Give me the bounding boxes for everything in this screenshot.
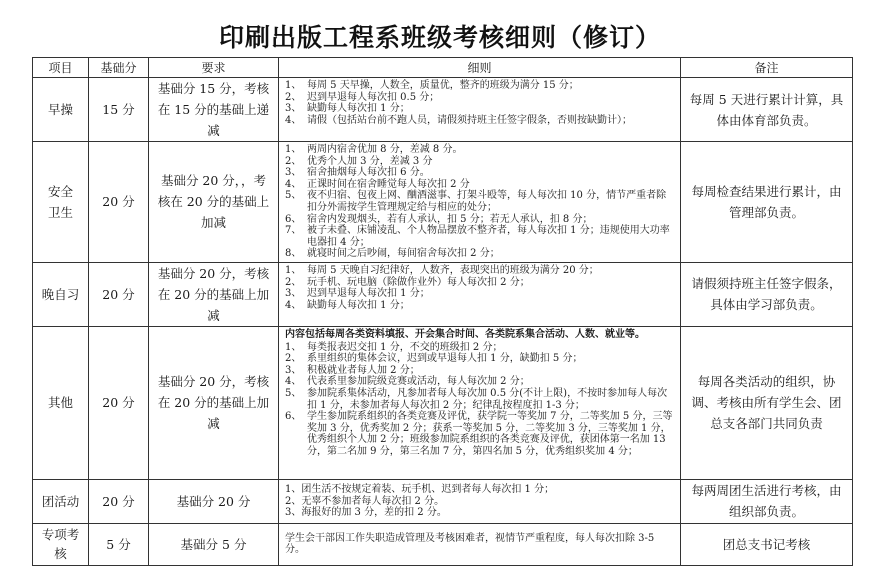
note-cell: 每两周团生活进行考核，由组织部负责。 — [681, 479, 853, 523]
detail-item: 3、 积极就业者每人加 2 分； — [285, 364, 420, 376]
detail-item: 1、 每周 5 天早操，人数全，质量优，整齐的班级为满分 15 分； — [285, 80, 579, 91]
detail-item: 8、 就寝时间之后吵闹，每间宿舍每次扣 2 分； — [285, 248, 500, 260]
details-intro: 内容包括每周各类资料填报、开会集合时间、各类院系集合活动、人数、就业等。 — [285, 328, 645, 340]
detail-item: 4、 正课时间在宿舍睡觉每人每次扣 2 分 — [285, 178, 470, 190]
assessment-table — [32, 57, 853, 566]
requirement-cell: 基础分 5 分 — [149, 523, 279, 565]
table-row — [33, 142, 853, 263]
requirement-cell: 基础分 15 分，考核在 15 分的基础上递减 — [149, 78, 279, 142]
detail-item: 4、 请假（包括站台前不跑人员，请假须持班主任签字假条，否则按缺勤计）； — [285, 114, 632, 126]
detail-item: 2、 无辜不参加者每人每次扣 2 分。 — [285, 495, 445, 507]
requirement-cell: 基础分 20 分，考核在 20 分的基础上加减 — [149, 262, 279, 326]
table-row — [33, 479, 853, 523]
note-cell: 团总支书记考核 — [681, 523, 853, 565]
details-cell: 学生会干部因工作失职造成管理及考核困难者，视情节严重程度，每人每次扣除 3-5 分。 — [279, 523, 681, 565]
table-row — [33, 78, 853, 142]
note-cell: 每周各类活动的组织，协调、考核由所有学生会、团总支各部门共同负责 — [681, 326, 853, 479]
base-score-cell: 15 分 — [89, 78, 149, 142]
detail-item: 2、 玩手机、玩电脑（除做作业外）每人每次扣 2 分； — [285, 276, 530, 288]
details-cell — [279, 326, 681, 479]
item-cell: 早操 — [33, 78, 89, 142]
detail-item: 3、 海报好的加 3 分，差的扣 2 分。 — [285, 507, 447, 519]
base-score-cell: 20 分 — [89, 262, 149, 326]
detail-item: 4、 缺勤每人每次扣 1 分； — [285, 299, 410, 311]
header-notes: 备注 — [681, 58, 853, 78]
detail-item: 2、 系里组织的集体会议，迟到或早退每人扣 1 分，缺勤扣 5 分； — [285, 353, 583, 365]
table-row — [33, 523, 853, 565]
header-item: 项目 — [33, 58, 89, 78]
item-cell: 团活动 — [33, 479, 89, 523]
note-cell: 每周 5 天进行累计计算，具体由体育部负责。 — [681, 78, 853, 142]
detail-item: 1、 每类报表迟交扣 1 分，不交的班级扣 2 分； — [285, 341, 503, 353]
requirement-cell: 基础分 20 分 — [149, 479, 279, 523]
base-score-cell: 5 分 — [89, 523, 149, 565]
details-cell — [279, 78, 681, 142]
detail-item: 1、 团生活不按规定着装、玩手机、迟到者每人每次扣 1 分； — [285, 484, 555, 496]
header-base-score: 基础分 — [89, 58, 149, 78]
detail-item: 2、 优秀个人加 3 分，差减 3 分 — [285, 155, 433, 167]
detail-item: 2、 迟到早退每人每次扣 0.5 分； — [285, 91, 440, 103]
detail-item: 6、 宿舍内发现烟头，若有人承认，扣 5 分；若无人承认，扣 8 分； — [285, 213, 593, 225]
note-cell: 请假须持班主任签字假条，具体由学习部负责。 — [681, 262, 853, 326]
detail-item: 5、 参加院系集体活动，凡参加者每人每次加 0.5 分(不计上限)，不按时参加每人每次扣 1 分，未参加者每人每次扣 2 分；纪律乱按程度扣 1-3 分； — [285, 387, 668, 411]
table-row — [33, 326, 853, 479]
base-score-cell: 20 分 — [89, 142, 149, 263]
base-score-cell: 20 分 — [89, 479, 149, 523]
document-title: 印刷出版工程系班级考核细则（修订） — [218, 23, 661, 52]
detail-item: 1、 每周 5 天晚自习纪律好，人数齐，表现突出的班级为满分 20 分； — [285, 264, 599, 276]
requirement-cell: 基础分 20 分，考核在 20 分的基础上加减 — [149, 326, 279, 479]
item-cell: 安全卫生 — [33, 142, 89, 263]
detail-item: 1、 两周内宿舍优加 8 分，差减 8 分。 — [285, 144, 463, 155]
item-cell: 其他 — [33, 326, 89, 479]
base-score-cell: 20 分 — [89, 326, 149, 479]
table-row — [33, 262, 853, 326]
item-cell: 专项考核 — [33, 523, 89, 565]
detail-item: 3、 宿舍抽烟每人每次扣 6 分。 — [285, 167, 430, 179]
header-requirement: 要求 — [149, 58, 279, 78]
item-cell: 晚自习 — [33, 262, 89, 326]
requirement-cell: 基础分 20 分，，考核在 20 分的基础上加减 — [149, 142, 279, 263]
detail-item: 7、 被子未叠、床铺凌乱、个人物品摆放不整齐者，每人每次扣 1 分；违规使用大功率电器扣 4 分； — [285, 225, 670, 248]
detail-item: 6、 学生参加院系组织的各类竞赛及评优，获学院一等奖加 7 分，二等奖加 5 分，三等奖加 3 分，优秀奖加 2 分；获系一等奖加 5 分，二等奖加 3 分，三等奖加 1 分，优秀组织个人加 2 分；班级参加院系组织的各类竞赛及评优，获团体第一名加 13 分，第二名加 9 分，第三名加 7 分，第四名加 5 分，优秀组织奖加 4 分； — [285, 411, 673, 457]
details-cell — [279, 479, 681, 523]
details-cell — [279, 262, 681, 326]
detail-item: 3、 缺勤每人每次扣 1 分； — [285, 103, 410, 115]
details-cell — [279, 142, 681, 263]
detail-item: 5、 夜不归宿、包夜上网、酗酒滋事、打架斗殴等，每人每次扣 10 分，情节严重者除扣分外需按学生管理规定给与相应的处分； — [285, 190, 667, 213]
note-cell: 每周检查结果进行累计，由管理部负责。 — [681, 142, 853, 263]
header-details: 细则 — [279, 58, 681, 78]
table-header-row — [33, 58, 853, 78]
detail-item: 4、 代表系里参加院级竞赛或活动，每人每次加 2 分； — [285, 376, 530, 388]
detail-item: 3、 迟到早退每人每次扣 1 分； — [285, 288, 430, 300]
